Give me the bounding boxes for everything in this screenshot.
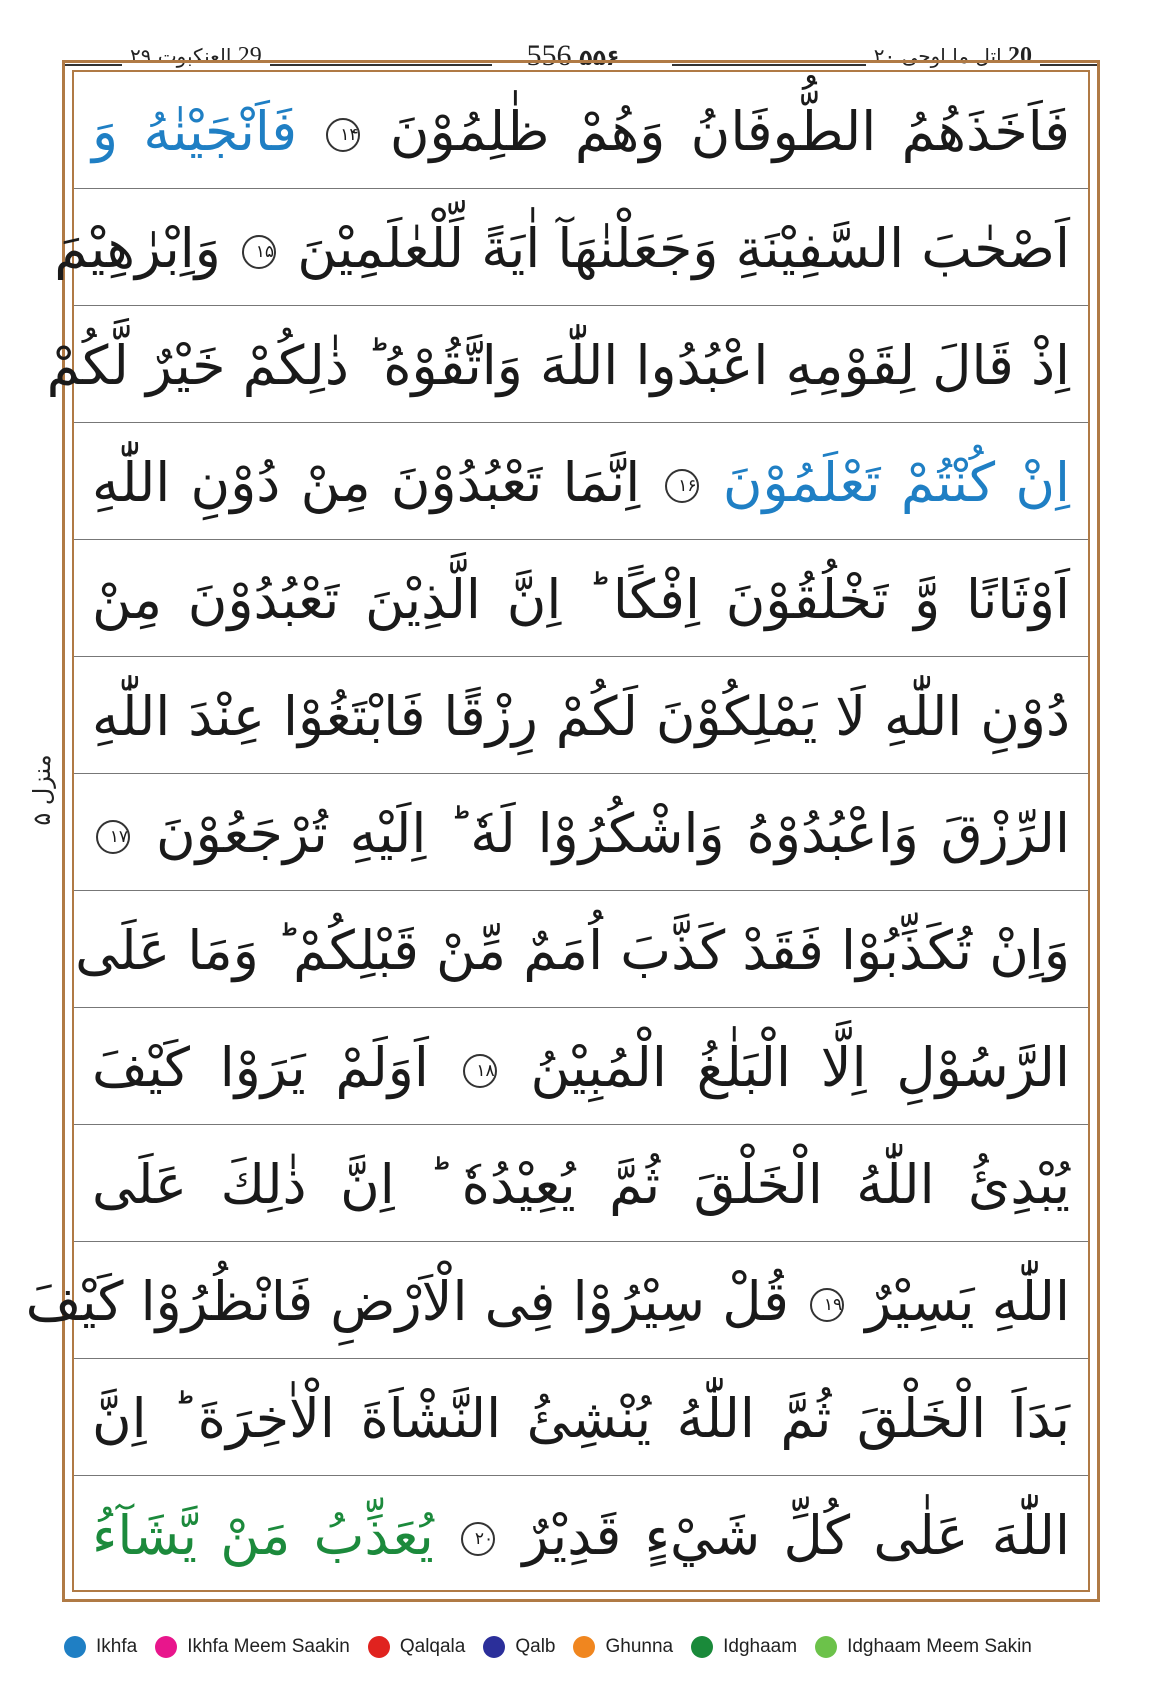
legend-label: Ikhfa bbox=[96, 1636, 138, 1657]
legend-label: Ghunna bbox=[605, 1636, 674, 1657]
ayah-marker: ۱۶ bbox=[665, 469, 699, 503]
line-content bbox=[92, 1018, 1070, 1118]
line-segment: وَاِنْ تُكَذِّبُوْا فَقَدْ كَذَّبَ اُمَمٌ مِّنْ قَبْلِكُمْ ؕ وَمَا عَلَى bbox=[75, 919, 1070, 982]
line-segment: الرَّسُوْلِ اِلَّا الْبَلٰغُ الْمُبِيْنُ bbox=[530, 1036, 1070, 1099]
legend-dot-icon bbox=[368, 1636, 390, 1658]
line-content bbox=[92, 550, 1070, 650]
text-line-9 bbox=[74, 1008, 1088, 1125]
line-content bbox=[92, 667, 1070, 767]
line-segment: اِنَّمَا تَعْبُدُوْنَ مِنْ دُوْنِ اللّٰهِ bbox=[92, 451, 641, 514]
legend-item-idghaam-meem-sakin bbox=[815, 1636, 1032, 1658]
surah-label: العنکبوت ۲۹ bbox=[130, 44, 232, 68]
line-segment: اللّٰهِ يَسِيْرٌ bbox=[865, 1270, 1070, 1333]
text-line-7 bbox=[74, 774, 1088, 891]
legend-dot-icon bbox=[155, 1636, 177, 1658]
line-content bbox=[46, 316, 1070, 416]
text-line-6 bbox=[74, 657, 1088, 774]
ayah-marker: ۱۹ bbox=[810, 1288, 844, 1322]
line-segment: يُبْدِئُ اللّٰهُ الْخَلْقَ ثُمَّ يُعِيْدُهٗ ؕ اِنَّ ذٰلِكَ عَلَى bbox=[92, 1153, 1070, 1216]
legend-item-ikhfa-meem-saakin bbox=[155, 1636, 350, 1658]
legend-label: Idghaam bbox=[723, 1636, 798, 1657]
ayah-marker: ۱۸ bbox=[463, 1054, 497, 1088]
line-segment: وَاِبْرٰهِيْمَ bbox=[54, 217, 221, 280]
line-content bbox=[54, 199, 1070, 299]
line-segment: يُعَذِّبُ مَنْ يَّشَآءُ bbox=[92, 1504, 434, 1567]
ayah-marker: ۱۴ bbox=[326, 118, 360, 152]
line-content bbox=[92, 433, 1070, 533]
legend-label: Qalqala bbox=[399, 1636, 466, 1657]
line-segment: اَوْثَانًا وَّ تَخْلُقُوْنَ اِفْكًا ؕ اِنَّ الَّذِيْنَ تَعْبُدُوْنَ مِنْ bbox=[92, 568, 1070, 631]
legend-dot-icon bbox=[815, 1636, 837, 1658]
legend-dot-icon bbox=[691, 1636, 713, 1658]
legend-dot-icon bbox=[573, 1636, 595, 1658]
tajweed-legend bbox=[64, 1631, 1050, 1663]
juz-label: اتل ما اوحی ۲۰ bbox=[873, 44, 1002, 68]
legend-item-ikhfa bbox=[64, 1636, 137, 1658]
line-segment: الرِّزْقَ وَاعْبُدُوْهُ وَاشْكُرُوْا لَهٗ ؕ اِلَيْهِ تُرْجَعُوْنَ bbox=[155, 802, 1070, 865]
page-number-arabic: ۵۵۶ bbox=[579, 46, 620, 71]
line-content bbox=[92, 82, 1070, 182]
line-content bbox=[92, 784, 1070, 884]
line-segment: فَاَخَذَهُمُ الطُّوفَانُ وَهُمْ ظٰلِمُوْنَ bbox=[389, 100, 1070, 163]
legend-label: Qalb bbox=[515, 1636, 556, 1657]
legend-item-idghaam bbox=[691, 1636, 797, 1658]
text-line-5 bbox=[74, 540, 1088, 657]
ayah-marker: ۲۰ bbox=[461, 1522, 495, 1556]
line-content bbox=[92, 1135, 1070, 1235]
line-segment: فَاَنْجَيْنٰهُ وَ bbox=[92, 100, 298, 163]
line-segment: قُلْ سِيْرُوْا فِى الْاَرْضِ فَانْظُرُوْا كَيْفَ bbox=[25, 1270, 789, 1333]
text-line-13 bbox=[74, 1476, 1088, 1593]
legend-dot-icon bbox=[64, 1636, 86, 1658]
text-line-11 bbox=[25, 1242, 1088, 1359]
legend-dot-icon bbox=[483, 1636, 505, 1658]
text-line-10 bbox=[74, 1125, 1088, 1242]
text-line-4 bbox=[74, 423, 1088, 540]
line-content bbox=[92, 1486, 1070, 1586]
manzil-text: منزل ۵ bbox=[28, 754, 56, 826]
line-segment: اَوَلَمْ يَرَوْا كَيْفَ bbox=[92, 1036, 429, 1099]
line-segment: اَصْحٰبَ السَّفِيْنَةِ وَجَعَلْنٰهَآ اٰيَةً لِّلْعٰلَمِيْنَ bbox=[297, 217, 1070, 280]
line-segment: اِذْ قَالَ لِقَوْمِهِ اعْبُدُوا اللّٰهَ وَاتَّقُوْهُ ؕ ذٰلِكُمْ خَيْرٌ لَّكُمْ bbox=[46, 334, 1070, 397]
text-line-2 bbox=[54, 189, 1088, 306]
legend-label: Idghaam Meem Sakin bbox=[847, 1636, 1032, 1657]
line-segment: اللّٰهَ عَلٰى كُلِّ شَيْءٍ قَدِيْرٌ bbox=[522, 1504, 1071, 1567]
line-segment: دُوْنِ اللّٰهِ لَا يَمْلِكُوْنَ لَكُمْ رِزْقًا فَابْتَغُوْا عِنْدَ اللّٰهِ bbox=[92, 685, 1070, 748]
text-line-8 bbox=[74, 891, 1088, 1008]
legend-item-ghunna bbox=[573, 1636, 673, 1658]
text-line-3 bbox=[46, 306, 1088, 423]
page-number-latin: 556 bbox=[526, 39, 572, 72]
manzil-label bbox=[22, 735, 62, 845]
line-content bbox=[75, 901, 1070, 1001]
ayah-marker: ۱۷ bbox=[96, 820, 130, 854]
legend-item-qalqala bbox=[368, 1636, 466, 1658]
line-content bbox=[92, 1369, 1070, 1469]
line-segment: بَدَاَ الْخَلْقَ ثُمَّ اللّٰهُ يُنْشِئُ النَّشْاَةَ الْاٰخِرَةَ ؕ اِنَّ bbox=[92, 1387, 1070, 1450]
juz-number: 20 bbox=[1008, 43, 1032, 69]
legend-label: Ikhfa Meem Saakin bbox=[187, 1636, 350, 1657]
legend-item-qalb bbox=[483, 1636, 555, 1658]
text-line-1 bbox=[74, 72, 1088, 189]
ayah-marker: ۱۵ bbox=[242, 235, 276, 269]
surah-number: 29 bbox=[237, 43, 262, 69]
text-line-12 bbox=[74, 1359, 1088, 1476]
line-segment: اِنْ كُنْتُمْ تَعْلَمُوْنَ bbox=[722, 451, 1070, 514]
line-content bbox=[25, 1252, 1070, 1352]
